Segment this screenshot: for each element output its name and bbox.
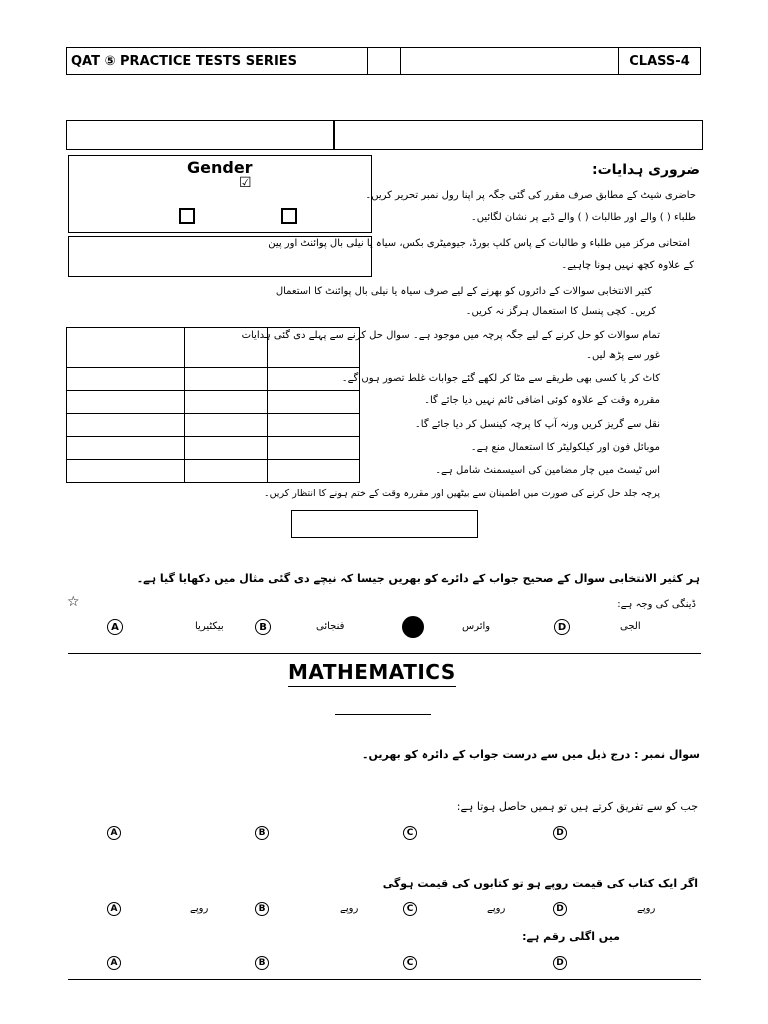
q3-option-c-bubble[interactable]: C [403,956,417,970]
example-option-d-bubble[interactable]: D [554,619,570,635]
instruction-line-12: موبائل فون اور کیلکولیٹر کا استعمال منع ہے۔ [470,442,660,453]
q2-option-b-unit: روپے [340,903,359,914]
q3-text: میں اگلی رقم ہے: [522,930,620,943]
q1-option-c-bubble[interactable]: C [403,826,417,840]
instruction-line-6: کریں۔ کچی پنسل کا استعمال ہرگز نہ کریں۔ [465,306,656,317]
q2-option-a-unit: روپے [190,903,209,914]
example-option-d-text: الجی [620,621,641,632]
q1-option-a-bubble[interactable]: A [107,826,121,840]
instruction-line-13: اس ٹیسٹ میں چار مضامین کی اسیسمنٹ شامل ہے۔ [435,465,660,476]
series-title: QAT ⑤ PRACTICE TESTS SERIES [71,53,298,69]
q1-option-d-bubble[interactable]: D [553,826,567,840]
instruction-line-1: حاضری شیٹ کے مطابق صرف مقرر کی گئی جگہ پر اپنا رول نمبر تحریر کریں۔ [365,190,696,201]
instruction-line-3: امتحانی مرکز میں طلباء و طالبات کے پاس کلپ بورڈ، جیومیٹری بکس، سیاہ یا نیلی بال پوائنٹ اور پین [268,238,690,249]
q3-option-d-bubble[interactable]: D [553,956,567,970]
example-option-b-text: فنجائی [316,621,345,632]
q2-option-d-bubble[interactable]: D [553,902,567,916]
example-option-c-text: وائرس [462,621,491,632]
example-option-a-bubble[interactable]: A [107,619,123,635]
header-cell-blank-1 [367,48,401,74]
example-option-c-filled-bubble[interactable] [402,616,424,638]
header-cell-blank-2 [401,48,619,74]
q3-option-a-bubble[interactable]: A [107,956,121,970]
roll-number-box[interactable] [334,120,703,150]
q1-option-b-bubble[interactable]: B [255,826,269,840]
instruction-line-8: غور سے پڑھ لیں۔ [586,350,660,361]
example-question: ڈینگی کی وجہ ہے: [617,599,696,610]
candidate-code-box[interactable] [291,510,478,538]
instruction-line-10: مقررہ وقت کے علاوہ کوئی اضافی ٹائم نہیں دیا جائے گا۔ [424,395,660,406]
example-option-a-text: بیکٹیریا [195,621,224,632]
section-title: MATHEMATICS [288,660,456,687]
q2-option-b-bubble[interactable]: B [255,902,269,916]
section-underline [335,714,431,715]
instruction-line-14: پرچہ جلد حل کرنے کی صورت میں اطمینان سے بیٹھیں اور مقررہ وقت کے ختم ہونے کا انتظار کریں۔ [264,488,660,499]
instruction-line-7: تمام سوالات کو حل کرنے کے لیے جگہ پرچہ میں موجود ہے۔ سوال حل کرنے سے پہلے دی گئی ہدایات [241,330,660,341]
q2-option-c-unit: روپے [487,903,506,914]
marks-table [66,327,360,483]
gender-title: Gender [187,158,253,177]
example-option-b-bubble[interactable]: B [255,619,271,635]
checkbox-check-icon: ☑ [239,175,252,191]
student-name-box[interactable] [66,120,334,150]
questions-intro: سوال نمبر : درج ذیل میں سے درست جواب کے دائرہ کو بھریں۔ [362,748,700,761]
instruction-line-5: کثیر الانتخابی سوالات کے دائروں کو بھرنے کے لیے صرف سیاہ یا نیلی بال پوائنٹ کا استعمال [275,286,652,297]
class-label: CLASS-4 [629,53,690,69]
gender-checkbox-right[interactable] [281,208,297,224]
header-bar [66,47,701,75]
q2-option-c-bubble[interactable]: C [403,902,417,916]
divider-bottom [68,979,701,980]
q2-option-d-unit: روپے [637,903,656,914]
q1-text: جب کو سے تفریق کرتے ہیں تو ہمیں حاصل ہوتا ہے: [456,800,698,813]
instructions-heading: ضروری ہدایات: [592,162,700,178]
gender-checkbox-left[interactable] [179,208,195,224]
star-icon: ☆ [67,594,80,610]
gender-box [68,155,372,233]
instruction-line-11: نقل سے گریز کریں ورنہ آپ کا پرچہ کینسل کر دیا جائے گا۔ [414,419,660,430]
instruction-line-4: کے علاوہ کچھ نہیں ہونا چاہیے۔ [561,260,694,271]
divider-top [68,653,701,654]
instruction-line-9: کاٹ کر یا کسی بھی طریقے سے مٹا کر لکھے گئے جوابات غلط تصور ہوں گے۔ [341,373,660,384]
q2-option-a-bubble[interactable]: A [107,902,121,916]
q3-option-b-bubble[interactable]: B [255,956,269,970]
q2-text: اگر ایک کتاب کی قیمت روپے ہو تو کتابوں کی قیمت ہوگی [382,877,698,890]
instruction-line-2: طلباء ( ) والے اور طالبات ( ) والے ڈبے پر نشان لگائیں۔ [470,212,696,223]
example-instruction: ہر کثیر الانتخابی سوال کے صحیح جواب کے دائرے کو بھریں جیسا کہ نیچے دی گئی مثال میں دکھایا گیا ہے۔ [136,572,700,585]
